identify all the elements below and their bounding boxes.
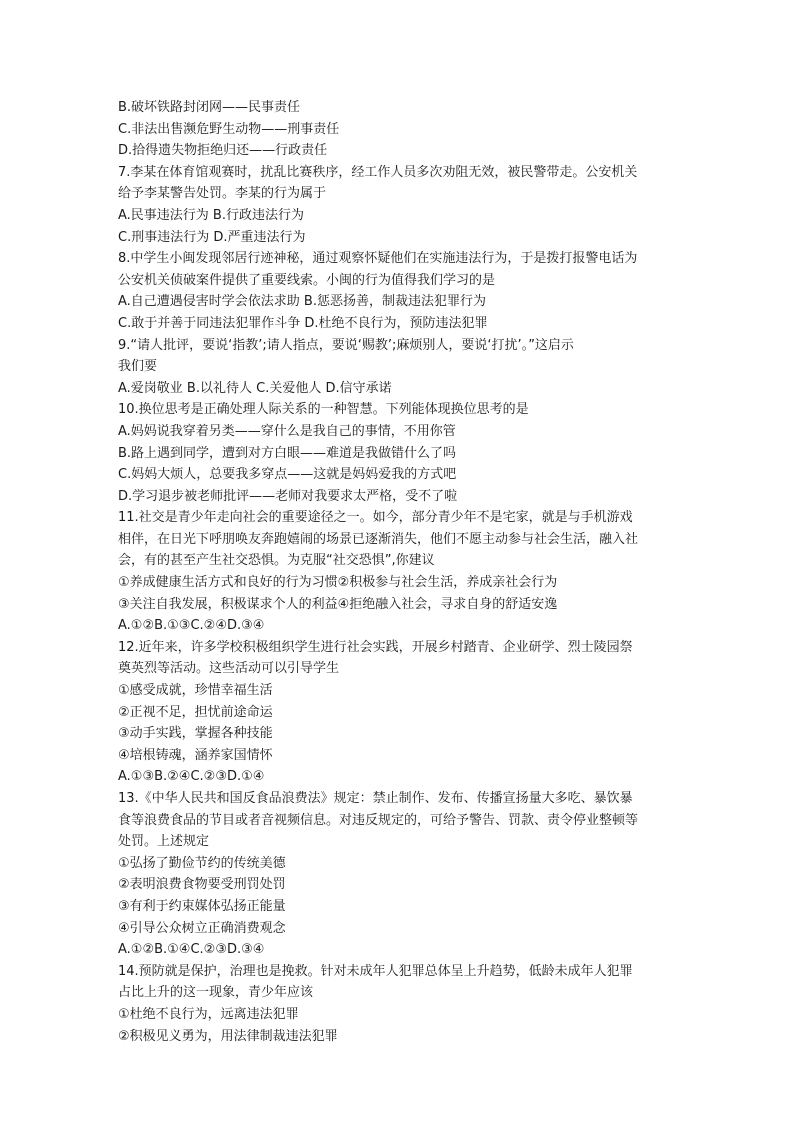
text-line: ④培根铸魂，涵养家国情怀 (118, 747, 273, 763)
text-line: ③有利于约束媒体弘扬正能量 (118, 898, 286, 914)
text-line: A.爱岗敬业 B.以礼待人 C.关爱他人 D.信守承诺 (118, 380, 392, 396)
text-line: ①感受成就，珍惜幸福生活 (118, 683, 273, 699)
text-line: 8.中学生小闽发现邻居行迹神秘，通过观察怀疑他们在实施违法行为，于是拨打报警电话为 (118, 251, 638, 267)
text-line: C.妈妈大烦人，总要我多穿点——这就是妈妈爱我的方式吧 (118, 467, 457, 483)
text-line: B.破坏铁路封闭网——民事责任 (118, 100, 301, 115)
text-line: ①弘扬了勤俭节约的传统美德 (118, 855, 286, 871)
text-line: C.非法出售濒危野生动物——刑事责任 (118, 121, 340, 137)
text-line: B.路上遇到同学，遭到对方白眼——难道是我做错什么了吗 (118, 445, 457, 461)
text-line: ②积极见义勇为，用法律制裁违法犯罪 (118, 1028, 338, 1044)
text-line: ④引导公众树立正确消费观念 (118, 920, 286, 936)
text-line: ①杜绝不良行为，远离违法犯罪 (118, 1006, 299, 1022)
text-line: 给予李某警告处罚。李某的行为属于 (118, 186, 327, 202)
text-line: 会，有的甚至产生社交恐惧。为克服“社交恐惧”,你建议 (118, 553, 435, 569)
text-line: 奠英烈等活动。这些活动可以引导学生 (118, 661, 340, 677)
text-line: 公安机关侦破案件提供了重要线索。小闽的行为值得我们学习的是 (118, 272, 496, 288)
text-line: 食等浪费食品的节目或者音视频信息。对违反规定的，可给予警告、罚款、责令停业整顿等 (118, 812, 639, 828)
text-line: 14.预防就是保护，治理也是挽救。针对未成年人犯罪总体呈上升趋势，低龄未成年人犯罪 (118, 963, 633, 979)
text-line: A.①②B.①③C.②④D.③④ (118, 618, 265, 634)
text-line: C.刑事违法行为 D.严重违法行为 (118, 229, 306, 245)
text-line: 7.李某在体育馆观赛时，扰乱比赛秩序，经工作人员多次劝阻无效，被民警带走。公安机关 (118, 164, 638, 180)
text-line: 我们要 (118, 359, 158, 375)
text-line: 占比上升的这一现象，青少年应该 (118, 985, 314, 1001)
text-line: D.拾得遗失物拒绝归还——行政责任 (118, 143, 328, 159)
text-line: A.①③B.②④C.②③D.①④ (118, 769, 265, 785)
text-line: 10.换位思考是正确处理人际关系的一种智慧。下列能体现换位思考的是 (118, 402, 529, 418)
text-line: A.民事违法行为 B.行政违法行为 (118, 207, 304, 223)
text-line: 11.社交是青少年走向社会的重要途径之一。如今，部分青少年不是宅家，就是与手机游戏 (118, 510, 633, 526)
text-line: A.妈妈说我穿着另类——穿什么是我自己的事情，不用你管 (118, 423, 456, 439)
text-line: ②正视不足，担忧前途命运 (118, 704, 273, 720)
text-line: ②表明浪费食物要受刑罚处罚 (118, 877, 286, 893)
text-line: A.自己遭遇侵害时学会依法求助 B.惩恶扬善，制裁违法犯罪行为 (118, 294, 486, 310)
text-line: 相伴，在日光下呼朋唤友奔跑嬉闹的场景已逐渐消失，他们不愿主动参与社会生活，融入社 (118, 531, 639, 547)
question-text-block (118, 97, 678, 1047)
text-line: 处罚。上述规定 (118, 834, 210, 850)
text-line: 9.“请人批评，要说‘指教’;请人指点，要说‘赐教’;麻烦别人，要说‘打扰’。”这启示 (118, 337, 574, 353)
text-line: ③动手实践，掌握各种技能 (118, 726, 273, 742)
text-line: 12.近年来，许多学校积极组织学生进行社会实践，开展乡村踏青、企业研学、烈士陵园祭 (118, 639, 633, 655)
text-line: C.敢于并善于同违法犯罪作斗争 D.杜绝不良行为，预防违法犯罪 (118, 315, 488, 331)
text-line: ①养成健康生活方式和良好的行为习惯②积极参与社会生活，养成亲社会行为 (118, 575, 558, 591)
text-line: ③关注自我发展，积极谋求个人的利益④拒绝融入社会，寻求自身的舒适安逸 (118, 596, 558, 612)
text-line: A.①②B.①④C.②③D.③④ (118, 942, 265, 958)
text-line: D.学习退步被老师批评——老师对我要求太严格，受不了啦 (118, 488, 458, 504)
text-line: 13.《中华人民共和国反食品浪费法》规定：禁止制作、发布、传播宣扬量大多吃、暴饮暴 (118, 791, 633, 806)
